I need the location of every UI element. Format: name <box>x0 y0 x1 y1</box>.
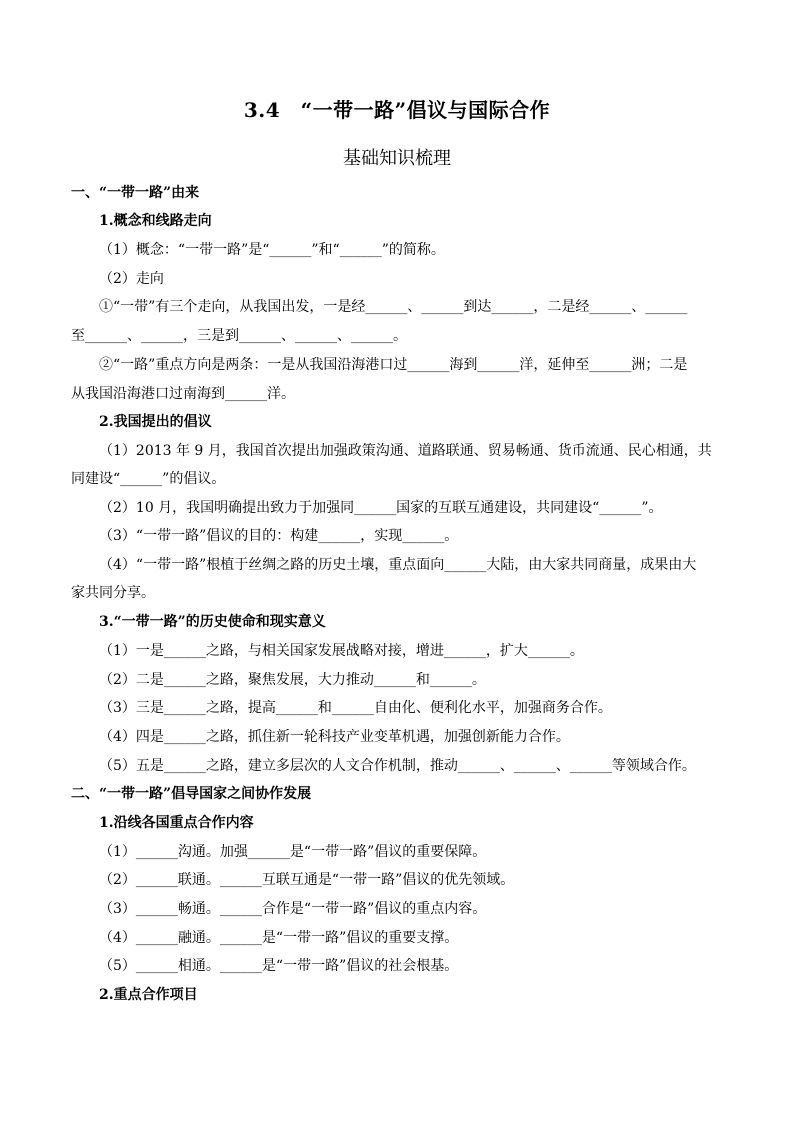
subsection-heading: 2.重点合作项目 <box>99 987 198 1003</box>
page-subtitle: 基础知识梳理 <box>343 148 451 169</box>
text-line: 家共同分享。 <box>71 585 155 601</box>
section-heading: 二、“一带一路”倡导国家之间协作发展 <box>71 786 312 802</box>
text-line: ①“一带”有三个走向，从我国出发，一是经______、______到达______，二是经______、______ <box>99 299 688 315</box>
text-line: 同建设“______”的倡议。 <box>71 471 226 487</box>
text-line: （3）三是______之路，提高______和______自由化、便利化水平，加强商务合作。 <box>99 700 612 716</box>
text-line: （1）概念：“一带一路”是“______”和“______”的简称。 <box>99 242 445 258</box>
page-title: 3.4 “一带一路”倡议与国际合作 <box>243 98 551 122</box>
text-line: （3）“一带一路”倡议的目的：构建______，实现______。 <box>99 528 459 544</box>
text-line: （1）______沟通。加强______是“一带一路”倡议的重要保障。 <box>99 844 487 860</box>
text-line: （2）走向 <box>99 271 164 287</box>
text-line: （2）______联通。______互联互通是“一带一路”倡议的优先领域。 <box>99 872 515 888</box>
text-line: （2）10 月，我国明确提出致力于加强同______国家的互联互通建设，共同建设“______”。 <box>99 500 663 516</box>
text-line: （5）五是______之路，建立多层次的人文合作机制，推动______、______、______等领域合作。 <box>99 758 696 774</box>
text-line: （3）______畅通。______合作是“一带一路”倡议的重点内容。 <box>99 901 487 917</box>
text-line: （1）一是______之路，与相关国家发展战略对接，增进______，扩大______。 <box>99 643 584 659</box>
text-line: （5）______相通。______是“一带一路”倡议的社会根基。 <box>99 958 459 974</box>
text-line: （2）二是______之路，聚焦发展，大力推动______和______。 <box>99 672 486 688</box>
text-line: （4）四是______之路，抓住新一轮科技产业变革机遇，加强创新能力合作。 <box>99 729 570 745</box>
text-line: 至______、______，三是到______、______、______。 <box>71 328 407 344</box>
subsection-heading: 3.“一带一路”的历史使命和现实意义 <box>99 614 326 630</box>
text-line: （4）“一带一路”根植于丝绸之路的历史土壤，重点面向______大陆，由大家共同商量，成果由大 <box>99 557 697 573</box>
text-line: （1）2013 年 9 月，我国首次提出加强政策沟通、道路联通、贸易畅通、货币流通、民心相通，共 <box>99 443 712 459</box>
text-line: （4）______融通。______是“一带一路”倡议的重要支撑。 <box>99 930 459 946</box>
text-line: 从我国沿海港口过南海到______洋。 <box>71 386 295 402</box>
subsection-heading: 1.沿线各国重点合作内容 <box>99 815 254 831</box>
subsection-heading: 2.我国提出的倡议 <box>99 414 212 430</box>
section-heading: 一、“一带一路”由来 <box>71 185 200 201</box>
subsection-heading: 1.概念和线路走向 <box>99 213 212 229</box>
text-line: ②“一路”重点方向是两条：一是从我国沿海港口过______海到______洋，延伸至______洲；二是 <box>99 357 688 373</box>
